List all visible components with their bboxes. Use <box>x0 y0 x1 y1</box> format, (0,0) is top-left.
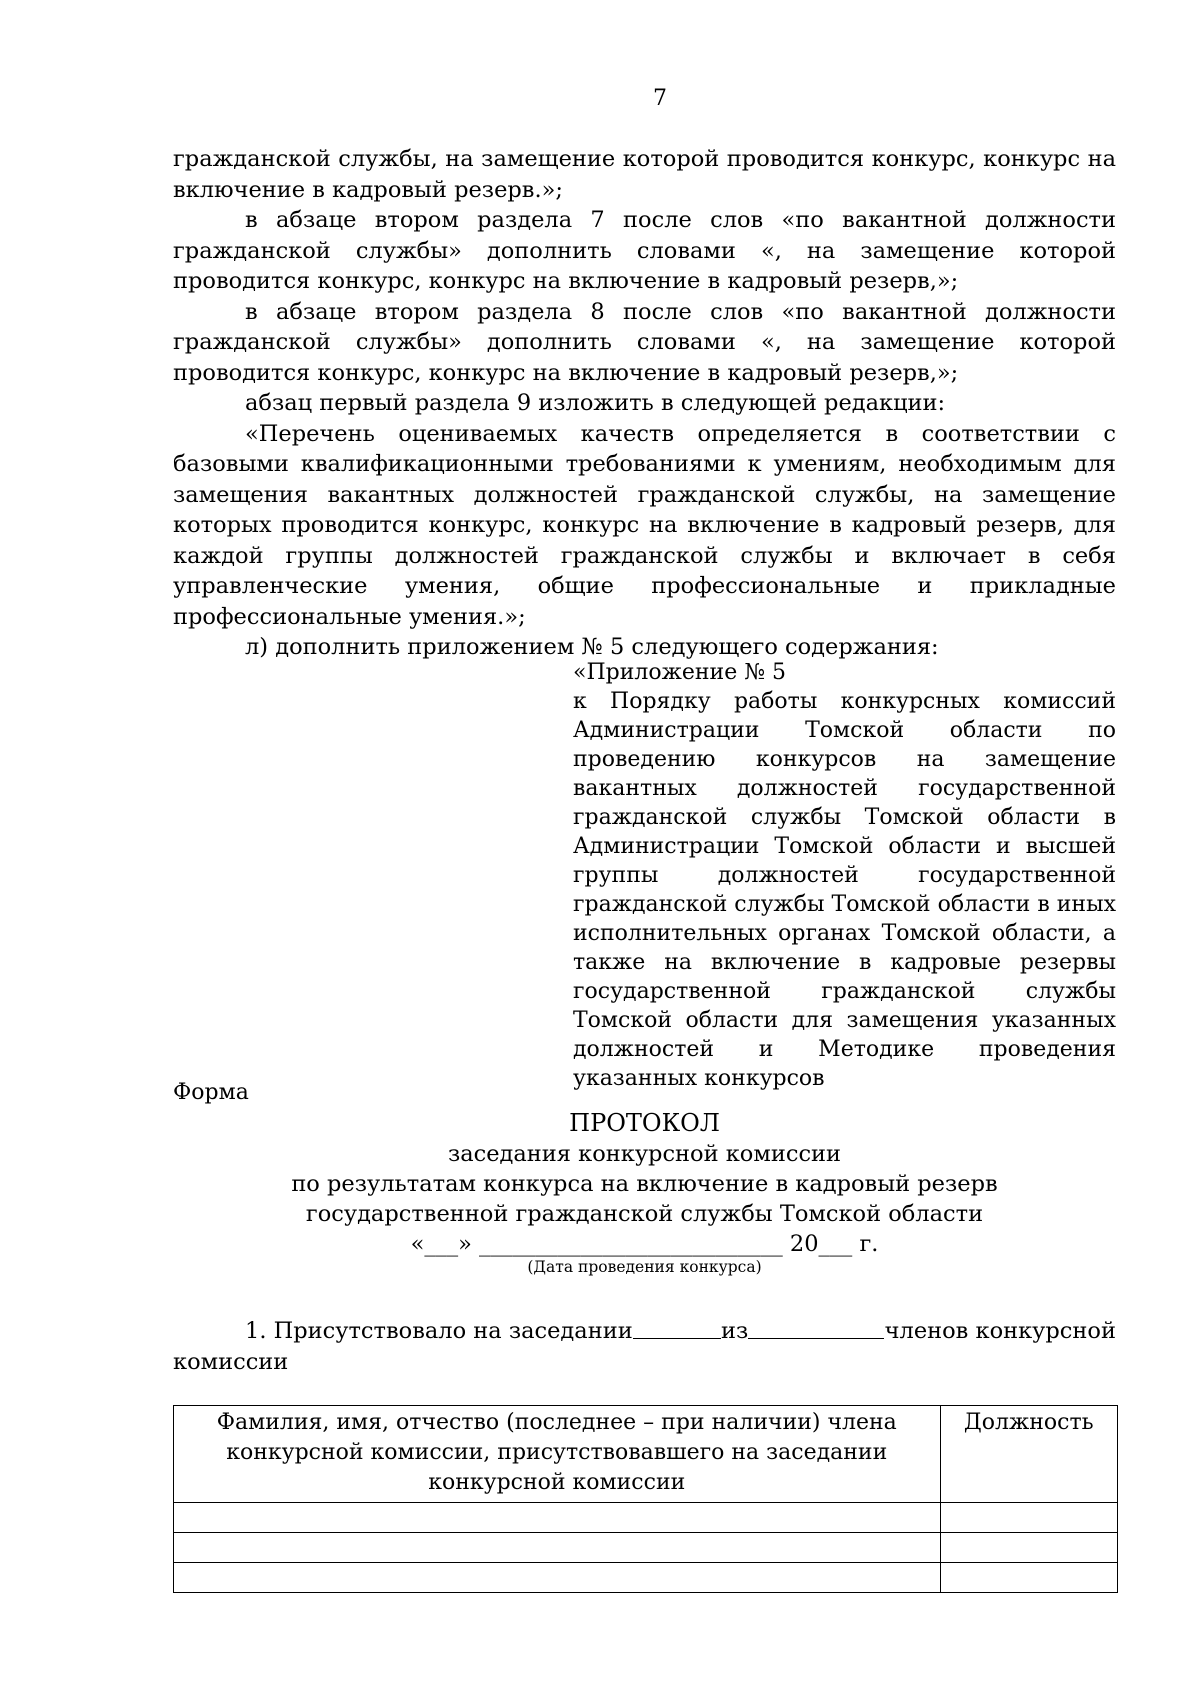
table-row <box>174 1503 1118 1533</box>
table-row <box>174 1563 1118 1593</box>
protocol-subtitle-line: по результатам конкурса на включение в кадровый резерв <box>291 1171 998 1197</box>
protocol-date-caption: (Дата проведения конкурса) <box>527 1258 762 1276</box>
table-cell[interactable] <box>940 1503 1117 1533</box>
body-text <box>173 144 1116 663</box>
table-cell[interactable] <box>174 1503 941 1533</box>
paragraph: «Перечень оцениваемых качеств определяется в соответствии с базовыми квалификационными требованиями к умениям, необходимым для замещения вакантных должностей гражданской службы, на замещение которых проводится конкурс, конкурс на включение в кадровый резерв, для каждой группы должностей гражданской службы и включает в себя управленческие умения, общие профессиональные и прикладные профессиональные умения.»; <box>173 420 1116 630</box>
attendance-total-blank[interactable] <box>748 1316 884 1339</box>
protocol-title: ПРОТОКОЛ <box>569 1109 720 1137</box>
attendance-count-blank[interactable] <box>633 1316 721 1339</box>
table-cell[interactable] <box>174 1533 941 1563</box>
attendance-paragraph <box>173 1316 1116 1377</box>
paragraph: в абзаце втором раздела 8 после слов «по вакантной должности гражданской службы» дополнить словами «, на замещение которой проводится конкурс, конкурс на включение в кадровый резерв,»; <box>173 298 1116 386</box>
protocol-date-line: «___» ___________________________ 20___ г. <box>410 1231 879 1257</box>
members-table <box>173 1405 1118 1593</box>
protocol-heading <box>173 1108 1116 1276</box>
table-cell[interactable] <box>940 1563 1117 1593</box>
paragraph: в абзаце втором раздела 7 после слов «по вакантной должности гражданской службы» дополнить словами «, на замещение которой проводится конкурс, конкурс на включение в кадровый резерв,»; <box>173 207 1116 294</box>
table-cell[interactable] <box>174 1563 941 1593</box>
page-number: 7 <box>653 86 667 111</box>
table-cell[interactable] <box>940 1533 1117 1563</box>
paragraph: л) дополнить приложением № 5 следующего содержания: <box>245 634 939 660</box>
protocol-subtitle-line: заседания конкурсной комиссии <box>447 1141 842 1167</box>
header-full-name: Фамилия, имя, отчество (последнее – при наличии) члена конкурсной комиссии, присутствовавшего на заседании конкурсной комиссии <box>174 1406 941 1503</box>
appendix-block <box>573 658 1116 1093</box>
paragraph: абзац первый раздела 9 изложить в следующей редакции: <box>245 390 946 416</box>
header-position: Должность <box>940 1406 1117 1503</box>
protocol-subtitle-line: государственной гражданской службы Томской области <box>305 1201 984 1227</box>
table-row <box>174 1533 1118 1563</box>
form-label: Форма <box>173 1080 249 1105</box>
paragraph: гражданской службы, на замещение которой проводится конкурс, конкурс на включение в кадровый резерв.»; <box>173 146 1116 203</box>
table-header-row <box>174 1406 1118 1503</box>
appendix-title: «Приложение № 5 <box>573 660 787 685</box>
attendance-middle: из <box>721 1318 749 1344</box>
attendance-suffix: членов конкурсной <box>884 1318 1116 1344</box>
appendix-text: к Порядку работы конкурсных комиссий Администрации Томской области по проведению конкурсов на замещение вакантных должностей государственной гражданской службы Томской области в Администрации Томской области и высшей группы должностей государственной гражданской службы Томской области в иных исполнительных органах Томской области, а также на включение в кадровые резервы государственной гражданской службы Томской области для замещения указанных должностей и Методике проведения указанных конкурсов <box>573 689 1116 1091</box>
attendance-prefix: 1. Присутствовало на заседании <box>245 1318 633 1344</box>
attendance-continuation: комиссии <box>173 1348 289 1375</box>
